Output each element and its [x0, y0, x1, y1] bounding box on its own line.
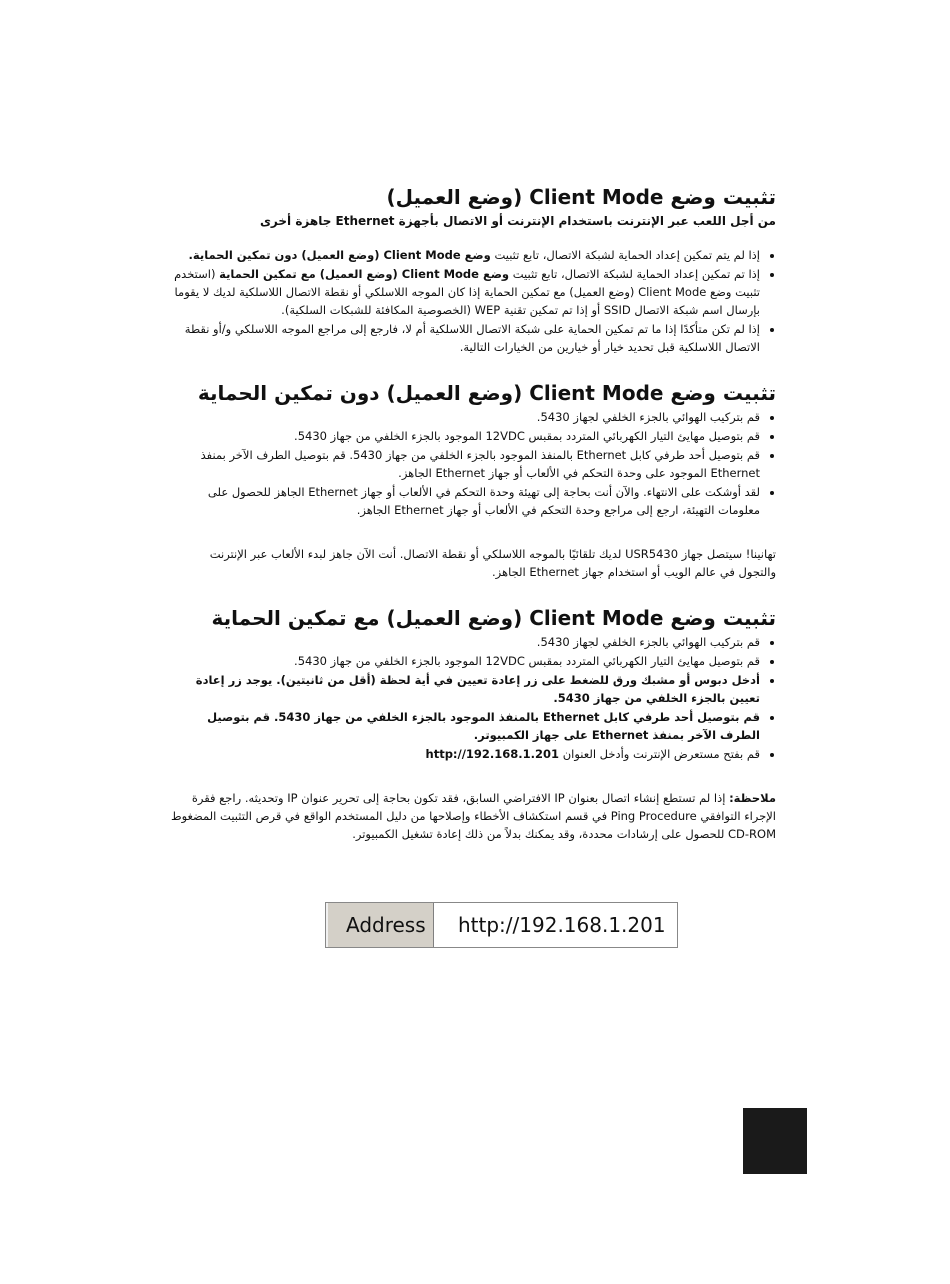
section2	[170, 378, 776, 581]
section1-list	[170, 246, 776, 356]
address-input[interactable]: http://192.168.1.201	[458, 913, 666, 937]
page-thumb-tab	[743, 1108, 807, 1174]
section3-bullet-4: • قم بتوصيل أحد طرفي كابل Ethernet بالمنفذ الموجود بالجزء الخلفي من جهاز 5430. قم بتوصيل الطرف الآخر بمنفذ Ethernet على جهاز الكمبيوتر.	[170, 708, 760, 744]
note-text: إذا لم تستطع إنشاء اتصال بعنوان IP الافتراضي السابق، فقد تكون بحاجة إلى تحرير عنوان IP وتحديثه. راجع فقرة الإجراء التوافقي Ping Procedure في قسم استكشاف الأخطاء وإصلاحها من دليل المستخدم الواقع في قرص التثبيت المضغوط CD-ROM للحصول على إرشادات محددة، وقد يمكنك بدلاً من ذلك إعادة تشغيل الكمبيوتر.	[170, 791, 776, 841]
note-label: ملاحظة:	[729, 791, 776, 805]
section2-bullet-1: • قم بتركيب الهوائي بالجزء الخلفي لجهاز 5430.	[170, 408, 760, 426]
section3-list	[170, 633, 776, 763]
section1-subtitle: من أجل اللعب عبر الإنترنت باستخدام الإنترنت أو الاتصال بأجهزة Ethernet جاهزة أخرى	[259, 214, 776, 228]
section2-bullet-2: • قم بتوصيل مهايئ التيار الكهربائي المتردد بمقبس 12VDC الموجود بالجزء الخلفي من جهاز 5430.	[170, 427, 760, 445]
section1-title: تثبيت وضع Client Mode (وضع العميل)	[386, 185, 776, 209]
note-paragraph	[170, 789, 776, 843]
bullet-bold-text: وضع Client Mode (وضع العميل) مع تمكين الحماية	[219, 267, 510, 281]
section1-bullet-1	[170, 246, 760, 264]
section2-bullet-3: • قم بتوصيل أحد طرفي كابل Ethernet بالمنفذ الموجود بالجزء الخلفي من جهاز 5430. قم بتوصيل الطرف الآخر بمنفذ Ethernet الموجود على وحدة التحكم في الألعاب أو جهاز Ethernet الجاهز.	[170, 446, 760, 482]
section2-bullet-4: • لقد أوشكت على الانتهاء. والآن أنت بحاجة إلى تهيئة وحدة التحكم في الألعاب أو جهاز Ethernet الجاهز للحصول على معلومات التهيئة، ارجع إلى مراجع وحدة التحكم في الألعاب أو جهاز Ethernet الجاهز.	[170, 483, 760, 519]
content-column	[170, 182, 776, 843]
bullet-url: http://192.168.1.201	[425, 747, 560, 761]
bullet-rest-text: (استخدم تثبيت وضع Client Mode (وضع العميل) مع تمكين الحماية إذا كان الموجه اللاسلكي أو نقطة الاتصال اللاسلكية لديك لا يقوما بإرسال اسم شبكة الاتصال SSID أو إذا تم تمكين تقنية WEP (الخصوصية المكافئة للشبكات السلكية).	[174, 267, 760, 317]
section3-title: تثبيت وضع Client Mode (وضع العميل) مع تمكين الحماية	[211, 606, 776, 630]
section3-bullet-3: • أدخل دبوس أو مشبك ورق للضغط على زر إعادة تعيين في أية لحظة (أقل من ثانيتين). يوجد زر إعادة تعيين بالجزء الخلفي من جهاز 5430.	[170, 671, 760, 707]
section3-bullet-1: • قم بتركيب الهوائي بالجزء الخلفي لجهاز 5430.	[170, 633, 760, 651]
section2-list	[170, 408, 776, 519]
bullet-bold-text: وضع Client Mode (وضع العميل) دون تمكين الحماية.	[188, 248, 491, 262]
section1-bullet-2	[170, 265, 760, 319]
bullet-text: إذا لم تكن متأكدًا إذا ما تم تمكين الحماية على شبكة الاتصال اللاسلكية أم لا، فارجع إلى مراجع الموجه اللاسلكي و/أو نقطة الاتصال اللاسلكية قبل تحديد خيار أو خيارين من الخيارات التالية.	[184, 322, 760, 354]
section2-title: تثبيت وضع Client Mode (وضع العميل) دون تمكين الحماية	[197, 381, 776, 405]
address-label: Address	[326, 903, 434, 947]
section1-bullet-3	[170, 320, 760, 356]
bullet-text: إذا لم يتم تمكين إعداد الحماية لشبكة الاتصال، تابع تثبيت	[490, 248, 760, 262]
browser-address-bar[interactable]	[325, 902, 678, 948]
section3-bullet-2: • قم بتوصيل مهايئ التيار الكهربائي المتردد بمقبس 12VDC الموجود بالجزء الخلفي من جهاز 5430.	[170, 652, 760, 670]
bullet-text: قم بفتح مستعرض الإنترنت وأدخل العنوان	[559, 747, 760, 761]
section3	[170, 603, 776, 843]
bullet-text: إذا تم تمكين إعداد الحماية لشبكة الاتصال، تابع تثبيت	[509, 267, 760, 281]
congrats-paragraph: تهانينا! سيتصل جهاز USR5430 لديك تلقائيًا بالموجه اللاسلكي أو نقطة الاتصال. أنت الآن جاهز لبدء الألعاب عبر الإنترنت والتجول في عالم الويب أو استخدام جهاز Ethernet الجاهز.	[209, 547, 776, 579]
section3-bullet-5	[170, 745, 760, 763]
